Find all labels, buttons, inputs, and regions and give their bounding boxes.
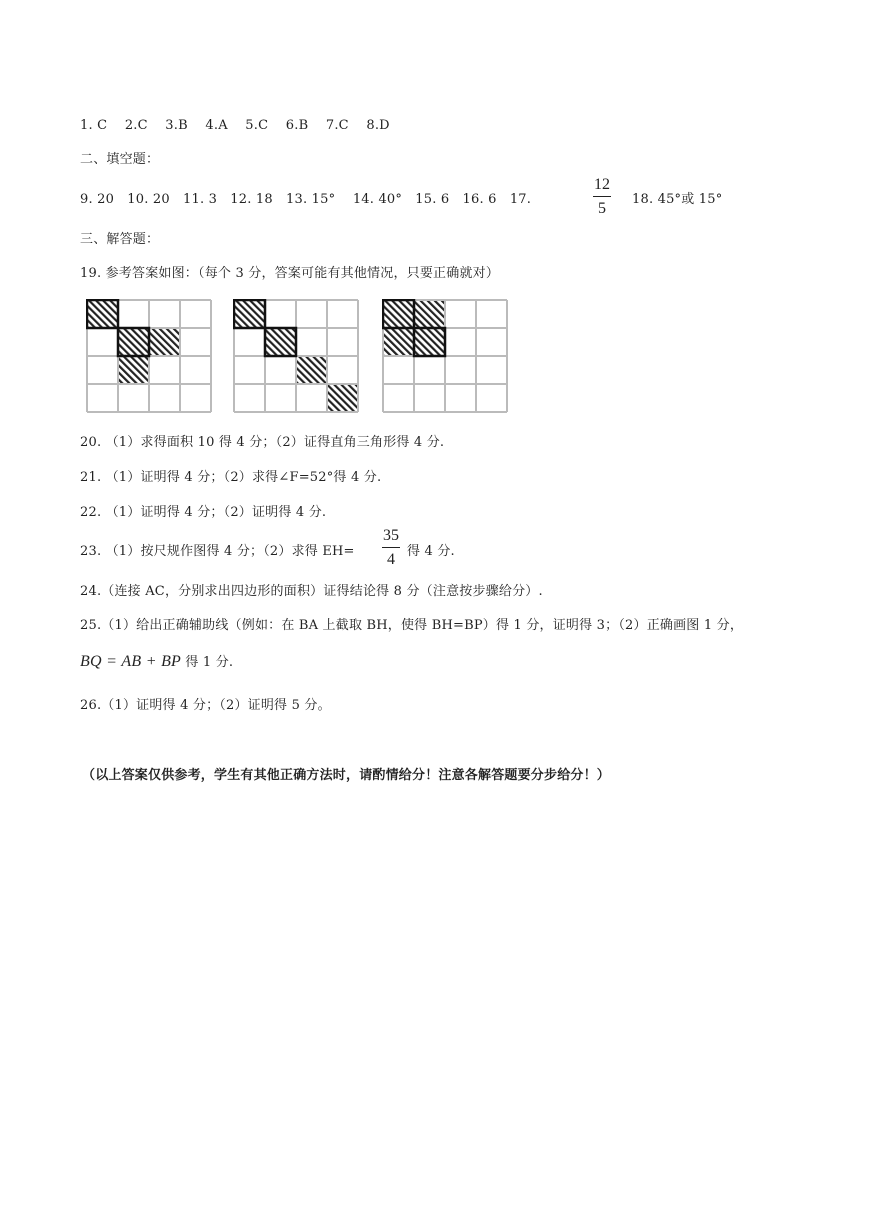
fraction-numerator: 12 bbox=[593, 177, 611, 197]
section-solve-heading: 三、解答题： bbox=[80, 232, 160, 247]
fraction-numerator: 35 bbox=[382, 528, 400, 548]
q25-formula bbox=[80, 651, 233, 671]
hatched-cell bbox=[118, 356, 149, 384]
hatched-cell bbox=[234, 300, 265, 328]
hatched-cell bbox=[414, 300, 445, 328]
fraction-denominator: 5 bbox=[598, 200, 606, 217]
q25-text: 25.（1）给出正确辅助线（例如：在 BA 上截取 BH，使得 BH=BP）得 1 分，证明得 3；（2）正确画图 1 分， bbox=[80, 618, 744, 633]
q26-text: 26.（1）证明得 4 分；（2）证明得 5 分。 bbox=[80, 698, 331, 713]
hatched-cell bbox=[383, 328, 414, 356]
formula-bq: BQ bbox=[80, 653, 102, 670]
q20-text: 20. （1）求得面积 10 得 4 分；（2）证得直角三角形得 4 分. bbox=[80, 435, 445, 450]
formula-tail: 得 1 分. bbox=[185, 655, 234, 670]
hatched-cell bbox=[327, 384, 358, 412]
hatched-cell bbox=[118, 328, 149, 356]
q21-text: 21. （1）证明得 4 分；（2）求得∠F=52°得 4 分. bbox=[80, 470, 382, 485]
hatched-cell bbox=[414, 328, 445, 356]
q24-text: 24.（连接 AC，分别求出四边形的面积）证得结论得 8 分（注意按步骤给分）. bbox=[80, 584, 543, 599]
fraction-denominator: 4 bbox=[387, 551, 395, 568]
section-fill-heading: 二、填空题： bbox=[80, 152, 160, 167]
hatched-cell bbox=[87, 300, 118, 328]
figure-2 bbox=[233, 299, 359, 413]
q23-tail: 得 4 分. bbox=[407, 544, 455, 559]
fraction-35-4 bbox=[382, 528, 400, 568]
choice-answers: 1. C 2.C 3.B 4.A 5.C 6.B 7.C 8.D bbox=[80, 118, 390, 133]
formula-ab: AB bbox=[121, 653, 142, 670]
formula-plus: + bbox=[145, 653, 157, 670]
hatched-cell bbox=[383, 300, 414, 328]
grading-note: （以上答案仅供参考，学生有其他正确方法时，请酌情给分！注意各解答题要分步给分！） bbox=[82, 768, 611, 783]
figure-3 bbox=[382, 299, 508, 413]
hatched-cell bbox=[265, 328, 296, 356]
q23-text: 23. （1）按尺规作图得 4 分；（2）求得 EH= bbox=[80, 544, 355, 559]
fill-answer-18: 18. 45°或 15° bbox=[632, 192, 723, 207]
figure-1 bbox=[86, 299, 212, 413]
hatched-cell bbox=[149, 328, 180, 356]
fill-answers bbox=[80, 188, 531, 207]
q22-text: 22. （1）证明得 4 分；（2）证明得 4 分. bbox=[80, 505, 327, 520]
formula-bp: BP bbox=[161, 653, 182, 670]
q19-text: 19. 参考答案如图：（每个 3 分，答案可能有其他情况，只要正确就对） bbox=[80, 266, 500, 281]
fraction-12-5 bbox=[593, 177, 611, 217]
fill-answers-text: 9. 20 10. 20 11. 3 12. 18 13. 15° 14. 40° 15. 6 16. 6 17. bbox=[80, 192, 532, 207]
hatched-cell bbox=[296, 356, 327, 384]
formula-equals: = bbox=[106, 653, 118, 670]
